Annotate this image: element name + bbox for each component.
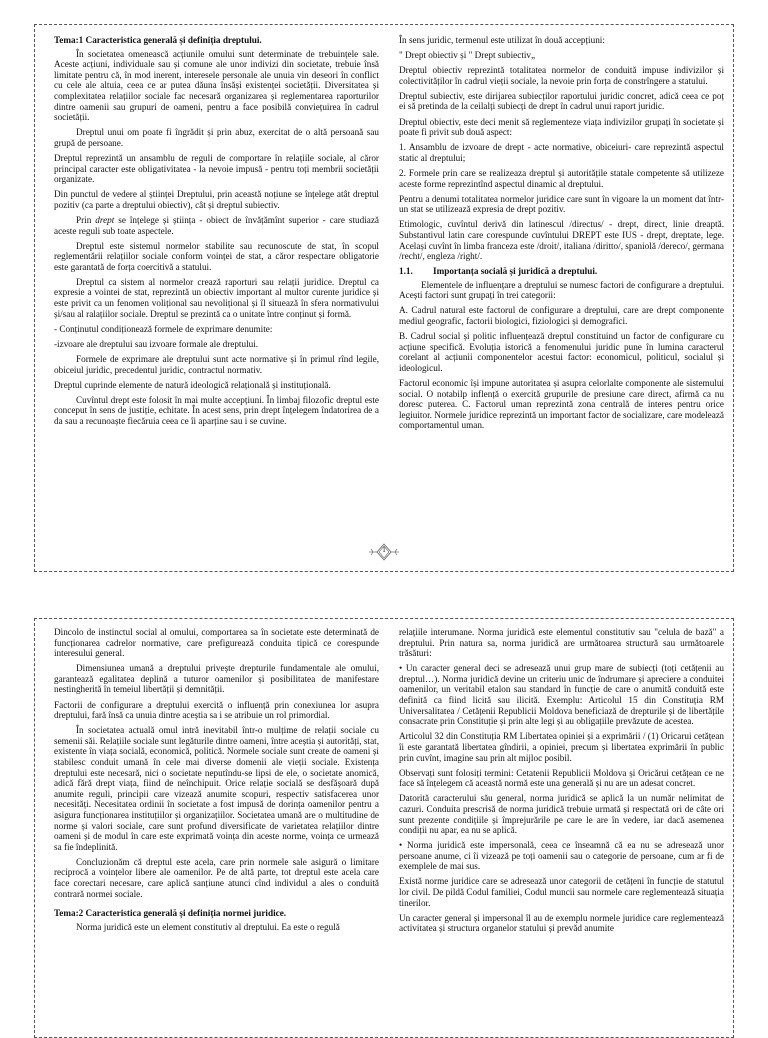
paragraph: Factorii de configurare a dreptului exercită o influență prin conexiunea lor asupra dreptului, fară însă ca unuia dintre aceștia sa i se atribuie un rol primordial.: [54, 699, 379, 721]
document-page-2: [34, 618, 734, 1038]
paragraph: 2. Formele prin care se realizeaza dreptul și autoritățile statale competente să utilizeze aceste forme reprezintînd aspectul dinamic al dreptului.: [399, 167, 724, 189]
page-number-ornament: [368, 543, 400, 561]
paragraph: Articolul 32 din Constituția RM Libertatea opiniei și a exprimării / (1) Oricarui cetățean îi este garantată libertatea gîndirii, a opiniei, precum și libertatea exprimării în public prin cuvînt, imagine sau prin alt mijloc posibil.: [399, 731, 724, 763]
page-2-columns: [54, 627, 724, 938]
paragraph: • Un caracter general deci se adresează unui grup mare de subiecți (toți cetățenii au dreptul…). Norma juridică devine un criteriu unic de îndrumare și apreciere a conduitei oamenilor, un veritabil etalon sau standard în funcție de care o anumită conduită este definită ca fiind licită sau ilicită. Exemplu: Articolul 15 din Constituția RM Universalitatea / Cetățenii Republicii Moldova beneficiază de drepturile și de libertățile consacrate prin Constituție și prin alte legi și au obligațiile prevăzute de acestea.: [399, 663, 724, 727]
section-heading: [399, 266, 724, 277]
section-title: Importanța socială și juridică a dreptului.: [433, 266, 598, 277]
paragraph: Dreptul este sistemul normelor stabilite sau recunoscute de stat, în scopul reglementării relațiilor sociale conform voinței de stat, a căror respectare obligatorie este garantată de forța coercitivă a statului.: [54, 240, 379, 272]
paragraph: Dincolo de instinctul social al omului, comportarea sa în societate este determinată de funcționarea cadrelor normative, care prefigurează conduita tipică ce corespunde interesului general.: [54, 627, 379, 659]
paragraph: • Norma juridică este impersonală, ceea ce înseamnă că ea nu se adresează unor persoane anume, ci îi vizează pe toți oamenii sau o categorie de persoane, cum ar fi de exemplele de mai sus.: [399, 840, 724, 872]
paragraph: Dimensiunea umană a dreptului privește drepturile fundamentale ale omului, garantează egalitatea deplină a tuturor oamenilor și posibilitatea de manifestare nestingherită în temeiul libertății și demnității.: [54, 663, 379, 695]
page-1-right-column: [399, 35, 724, 436]
paragraph: B. Cadrul social și politic influențează dreptul constituind un factor de configurare cu acțiune specifică. Evoluția istorică a fenomenului juridic pune în lumina caracterul corelant al acțiunii componentelor acestui factor: economicul, politicul, socialul și ideologicul.: [399, 331, 724, 373]
paragraph: relațiile interumane. Norma juridică este elementul constitutiv sau "celula de bază" a dreptului. Prin natura sa, norma juridică are următoarea structură sau următoarele trăsături:: [399, 627, 724, 659]
page-1-left-column: [54, 35, 379, 436]
paragraph: Dreptul obiectiv, este deci menit să reglementeze viața indivizilor grupați în societate și poate fi privit sub două aspect:: [399, 116, 724, 138]
paragraph: Pentru a denumi totalitatea normelor juridice care sunt în vigoare la un moment dat într-un stat se utilizează expresia de drept pozitiv.: [399, 193, 724, 215]
paragraph: În sens juridic, termenul este utilizat în două accepțiuni:: [399, 35, 605, 45]
paragraph: A. Cadrul natural este factorul de configurare a dreptului, care are drept componente mediul geografic, factorii biologici, fiziologici și demografici.: [399, 305, 724, 327]
paragraph: Există norme juridice care se adresează unor categorii de cetățeni în funcție de statutul lor civil. De pildă Codul familiei, Codul muncii sau normele care reglementează situația tinerilor.: [399, 876, 724, 908]
paragraph: Etimologic, cuvîntul derivă din latinescul /directus/ - drept, direct, linie dreaptă. Substantivul latin care corespunde cuvîntului DREPT este IUS - drept, dreptate, lege. Același cuvînt în limba franceza este /droit/, italiana /diritto/, spaniolă /dereco/, germana /recht/, engleza /right/.: [399, 219, 725, 262]
text-run: Prin: [76, 214, 96, 225]
paragraph: Factorul economic își impune autoritatea și asupra celorlalte componente ale sistemului social. O notabilp inflență o exercită grupurile de presiune care direct, afirmă ca nu doresc puterea. C. Factorul uman reprezintă zona centrală de interes pentru orice legiuitor. Normele juridice reprezintă un important factor de socializare, care modelează comportamentul uman.: [399, 378, 724, 431]
paragraph: Cuvîntul drept este folosit în mai multe accepțiuni. În limbaj filozofic dreptul este conceput în sens de justiție, echitate. În acest sens, prin drept înțelegem îndatorirea de a da sau a recunoaște fiecăruia ceea ce îi aparține sau i se cuvine.: [54, 394, 379, 426]
paragraph: Un caracter general și impersonal îl au de exemplu normele juridice care reglementează activitatea și structura organelor statului și prevăd anumite: [399, 912, 724, 934]
paragraph: Din punctul de vedere al științei Dreptului, prin această noțiune se înțelege atât dreptul pozitiv (ca parte a dreptului obiectiv), cât și dreptul subiectiv.: [54, 189, 379, 210]
paragraph: - Conținutul condiționează formele de exprimare denumite:: [54, 323, 273, 334]
paragraph: Dreptul obiectiv reprezintă totalitatea normelor de conduită impuse indivizilor și colectivităților în cadrul vieții sociale, la nevoie prin forța de constrîngere a statului.: [399, 65, 724, 86]
text-run: se înțelege și știința - obiect de învățămînt superior - care studiază aceste reguli sub toate aspectele.: [54, 214, 379, 236]
paragraph: În societatea actuală omul intră inevitabil într-o mulțime de relații sociale cu semenii săi. Relațiile sociale sunt legăturile dintre oameni, între aceștia și autorități, stat, existente în viața socială, economică, politică. Normele sociale sunt create de oameni și stabilesc conduit umană în cele mai diverse domenii ale vieții sociale. Existența dreptului este necesară, nici o societate neputîndu-se lipsi de ele, o societate anomică, adică fără drept viața, fiind de neînchipuit. Orice relație socială se desfășoară după anumite reguli, principii care vizează anumite scopuri, respectiv satisfacerea unor necesități. Necesitatea ordinii în societate a fost impusă de dorința oamenilor pentru a asigura funcționarea instituțiilor și organizațiilor. Societatea umană are o multitudine de norme și valori sociale, care sunt profund diversificate de varietatea relațiilor dintre oameni și de modul în care este exprimată voința din aceste norme, voința ce urmează sa fie îndeplinită.: [54, 725, 379, 852]
document-page-1: [34, 24, 734, 572]
paragraph: În societatea omenească acțiunile omului sunt determinate de trebuințele sale. Aceste acțiuni, individuale sau și comune ale unor indivizi din societate, trebuie însă limitate pentru că, în mod inerent, interesele personale ale unuia vin deseori în conflict cu cele ale altuia, ceea ce ar putea dăuna însăși existenței societății. Diversitatea și complexitatea relațiilor sociale fac necesară organizarea și reglementarea raporturilor dintre oamenii sau grupuri de oameni, pentru a face posibilă conviețuirea în cadrul societății.: [54, 48, 379, 123]
paragraph: Dreptul ca sistem al normelor crează raporturi sau relații juridice. Dreptul ca expresie a vointei de stat, reprezintă un obiectiv important al multor curente juridice și este privit ca un fenomen volițional sau nevolițional și îl situează în sfera normativului și/sau al ralațiilor sociale. Dreptul se prezintă ca o unitate între conținut și formă.: [54, 276, 379, 319]
page-2-left-column: [54, 627, 379, 938]
paragraph: Dreptul unui om poate fi îngrădit și prin abuz, exercitat de o altă persoană sau grupă de persoane.: [54, 127, 379, 148]
paragraph: Datorită caracterului său general, norma juridică se aplică la un număr nelimitat de cazuri. Conduita prescrisă de norma juridică trebuie urmată și respectată ori de câte ori sunt prezente condițiile și împrejurările pe care le are în vedere, iar dacă asemenea condiții nu apar, ea nu se aplică.: [399, 793, 724, 836]
paragraph: 1. Ansamblu de izvoare de drept - acte normative, obiceiuri- care reprezintă aspectul static al dreptului;: [399, 142, 724, 163]
paragraph: Dreptul subiectiv, este dirijarea subiecților raportului juridic concret, adică ceea ce poț ei să pretinda de la ceilalți subiecți de drept în cadrul unui raport juridic.: [399, 90, 724, 112]
paragraph: Dreptul reprezintă un ansamblu de reguli de comportare în relațiile sociale, al căror principal caracter este obligativitatea - la nevoie impusă - pentru toți membrii societății organizate.: [54, 152, 379, 185]
section-number: 1.1.: [399, 266, 413, 277]
paragraph: Concluzionăm că dreptul este acela, care prin normele sale asigură o limitare reciprocă a voințelor libere ale oamenilor. Pe de altă parte, tot dreptul este acela care face corectari necesare, care aplică sanțiune atunci cînd individul a ales o conduită contrară normei sociale.: [54, 856, 379, 899]
paragraph: Observați sunt folosiți termini: Cetatenii Republicii Moldova și Oricărui cetățean ce ne face să înțelegem că această normă este una generală și nu are un adesat concret.: [399, 767, 724, 789]
paragraph: -izvoare ale dreptului sau izvoare formale ale dreptului.: [54, 338, 259, 349]
emphasis-drept: drept: [95, 214, 115, 225]
paragraph: " Drept obiectiv și " Drept subiectiv„: [399, 50, 536, 61]
page-2-right-column: [399, 627, 724, 938]
paragraph: Formele de exprimare ale dreptului sunt acte normative și în primul rînd legile, obiceiul juridic, precedentul juridic, contractul normativ.: [54, 353, 379, 375]
page-number: 1: [382, 546, 386, 554]
topic-1-heading: Tema:1 Caracteristica generală și definiția dreptului.: [54, 35, 262, 45]
paragraph: Norma juridică este un element constitutiv al dreptului. Ea este o regulă: [76, 921, 340, 932]
topic-2-heading: Tema:2 Caracteristica generală și definiția normei juridice.: [54, 908, 287, 919]
paragraph: Dreptul cuprinde elemente de natură ideologică relațională și instituțională.: [54, 379, 331, 390]
paragraph: Elementele de influențare a dreptului se numesc factori de configurare a dreptului. Acești factori sunt grupați în trei categorii:: [399, 279, 724, 301]
paragraph-drept-science: [54, 215, 379, 236]
page-1-columns: [54, 35, 724, 436]
